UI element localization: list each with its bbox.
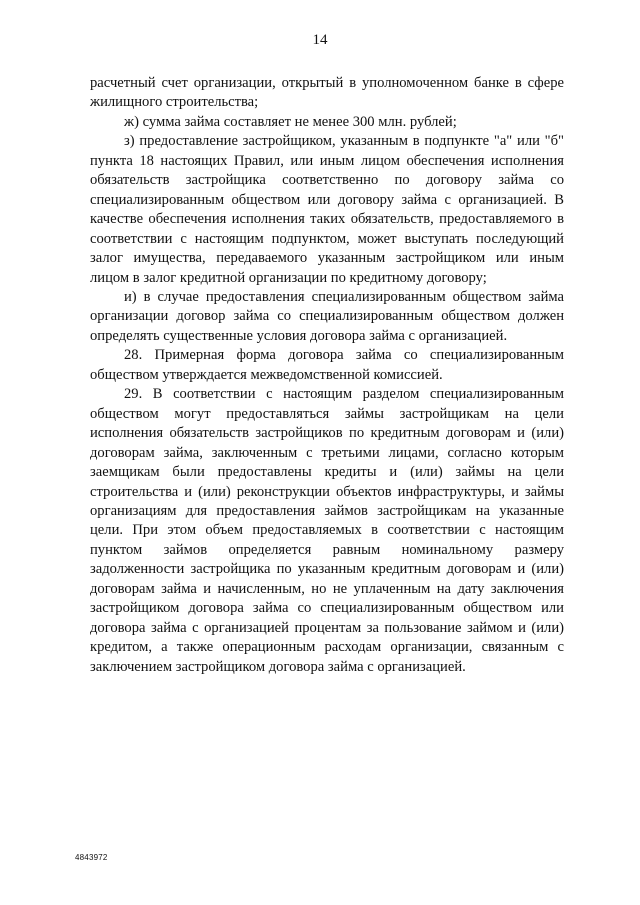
document-body bbox=[90, 74, 564, 677]
document-code: 4843972 bbox=[75, 853, 108, 862]
paragraph-subitem-i: и) в случае предоставления специализированным обществом займа организации договор займа со специализированным обществом должен определять существенные условия договора займа с организацией. bbox=[90, 288, 564, 344]
paragraph-item-28: 28. Примерная форма договора займа со специализированным обществом утверждается межведомственной комиссией. bbox=[90, 347, 564, 383]
paragraph-subitem-zh: ж) сумма займа составляет не менее 300 млн. рублей; bbox=[124, 113, 457, 130]
page-number: 14 bbox=[312, 32, 328, 48]
paragraph-continuation: расчетный счет организации, открытый в уполномоченном банке в сфере жилищного строительства; bbox=[90, 75, 564, 111]
paragraph-subitem-z: з) предоставление застройщиком, указанным в подпункте "а" или "б" пункта 18 настоящих Правил, или иным лицом обеспечения исполнения обязательств застройщика соответственно по договору займа со специализированным обществом или договору займа с организацией. В качестве обеспечения исполнения таких обязательств, предоставляемого в соответствии с настоящим подпунктом, может выступать последующий залог имущества, передаваемого указанным застройщиком или иным лицом в залог кредитной организации по кредитному договору; bbox=[90, 133, 564, 286]
paragraph-item-29: 29. В соответствии с настоящим разделом специализированным обществом могут предоставляться займы застройщикам на цели исполнения обязательств застройщиков по кредитным договорам и (или) договорам займа, заключенным с третьими лицами, согласно которым заемщикам были предоставлены кредиты и (или) займы на цели строительства и (или) реконструкции объектов инфраструктуры, и займы организациям для предоставления займов застройщикам на указанные цели. При этом объем предоставляемых в соответствии с настоящим пунктом займов определяется равным номинальному размеру задолженности застройщика по указанным кредитным договорам и (или) договорам займа и начисленным, но не уплаченным на дату заключения застройщиком договора займа со специализированным обществом или договора займа с организацией процентам за пользование займом и (или) кредитом, а также операционным расходам организации, связанным с заключением застройщиком договора займа с организацией. bbox=[90, 386, 564, 675]
